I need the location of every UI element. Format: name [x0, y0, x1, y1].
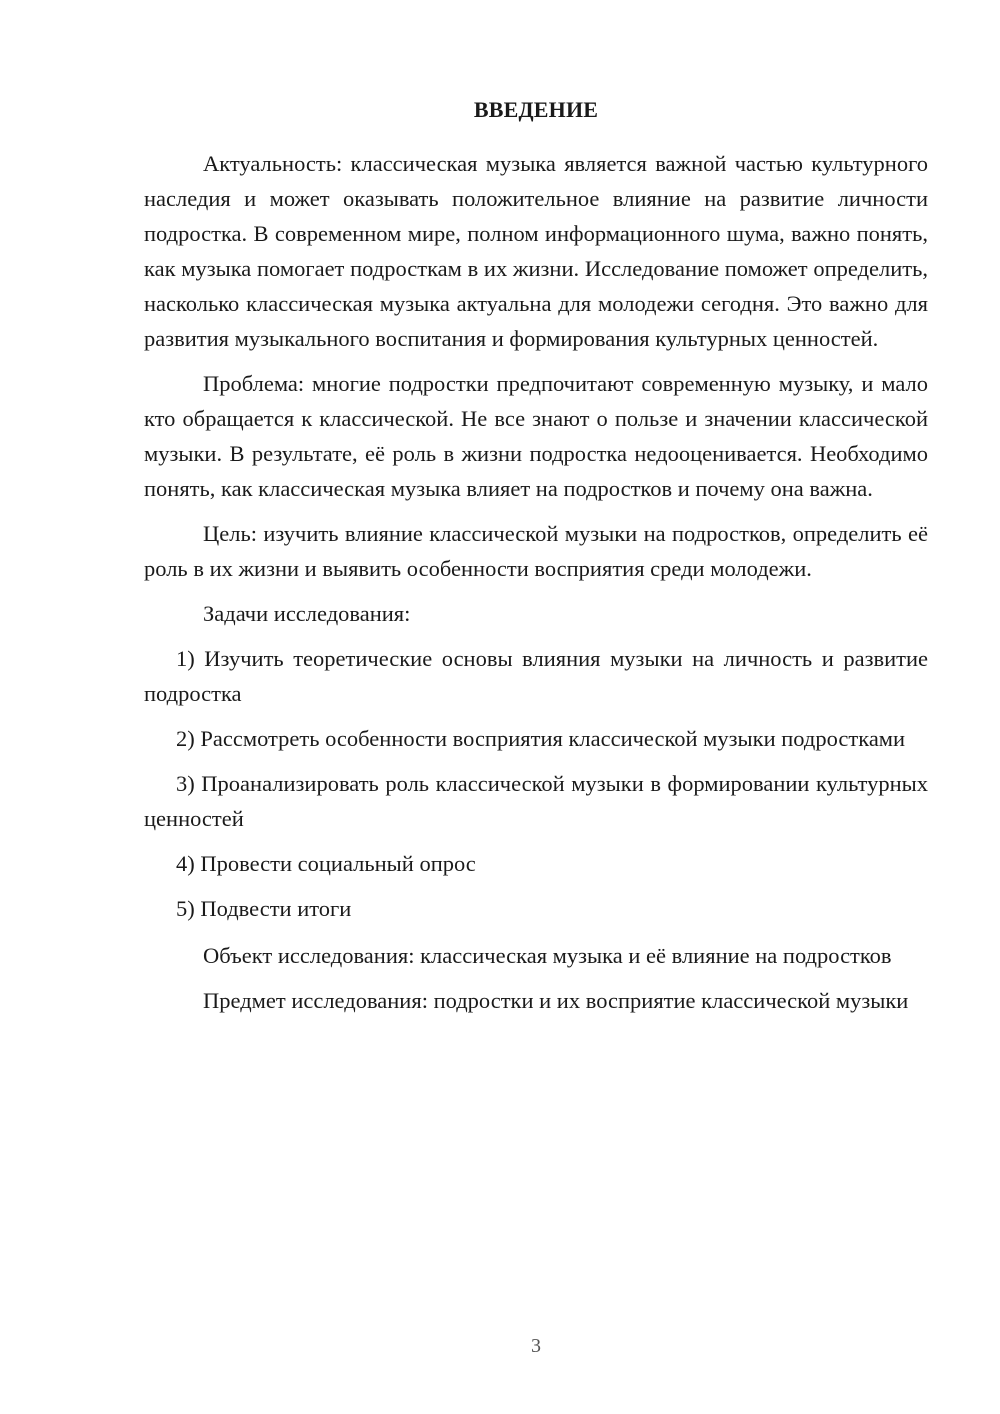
list-item: 3) Проанализировать роль классической музыки в формировании культурных ценностей	[144, 771, 928, 831]
page-number: 3	[531, 1335, 541, 1357]
list-item: 4) Провести социальный опрос	[176, 851, 476, 876]
goal-paragraph: Цель: изучить влияние классической музыки на подростков, определить её роль в их жизни и выявить особенности восприятия среди молодежи.	[144, 521, 928, 581]
document-page	[144, 96, 928, 1018]
problem-paragraph: Проблема: многие подростки предпочитают современную музыку, и мало кто обращается к классической. Не все знают о пользе и значении классической музыки. В результате, её роль в жизни подростка недооценивается. Необходимо понять, как классическая музыка влияет на подростков и почему она важна.	[144, 371, 928, 501]
section-title: ВВЕДЕНИЕ	[473, 97, 599, 122]
object-paragraph: Объект исследования: классическая музыка и её влияние на подростков	[203, 943, 892, 968]
list-item: 2) Рассмотреть особенности восприятия классической музыки подростками	[176, 726, 906, 751]
tasks-heading: Задачи исследования:	[203, 601, 411, 626]
tasks-list	[144, 641, 928, 926]
subject-paragraph: Предмет исследования: подростки и их восприятие классической музыки	[203, 988, 909, 1013]
list-item: 5) Подвести итоги	[176, 896, 352, 921]
relevance-paragraph: Актуальность: классическая музыка является важной частью культурного наследия и может оказывать положительное влияние на развитие личности подростка. В современном мире, полном информационного шума, важно понять, как музыка помогает подросткам в их жизни. Исследование поможет определить, насколько классическая музыка актуальна для молодежи сегодня. Это важно для развития музыкального воспитания и формирования культурных ценностей.	[144, 151, 928, 351]
list-item: 1) Изучить теоретические основы влияния музыки на личность и развитие подростка	[144, 646, 928, 706]
